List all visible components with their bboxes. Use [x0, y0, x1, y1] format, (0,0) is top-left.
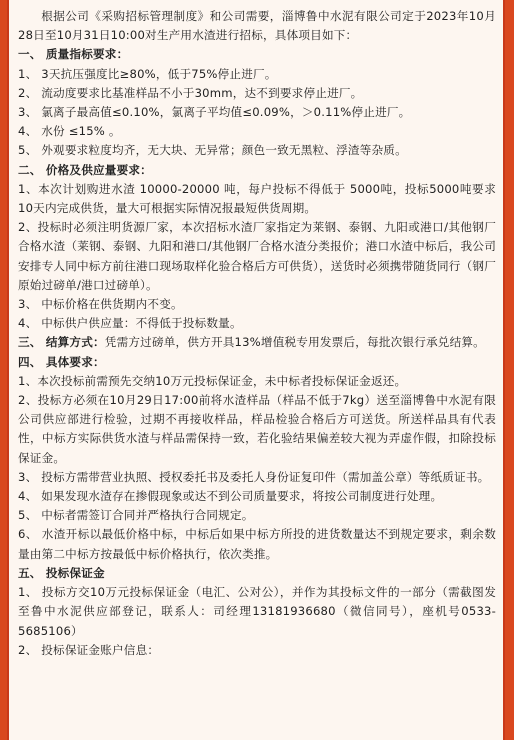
list-item: 2、 流动度要求比基准样品不小于30mm，达不到要求停止进厂。	[18, 85, 363, 100]
list-item: 3、 氯离子最高值≤0.10%，氯离子平均值≤0.09%，＞0.11%停止进厂。	[18, 105, 411, 120]
list-item: 1、 投标方交10万元投标保证金（电汇、公对公），并作为其投标文件的一部分（需截图发至鲁中水泥供应部登记，联系人：司经理13181936680（微信同号），座机号0533-5685106）	[18, 585, 496, 638]
section-1-heading: 一、 质量指标要求：	[18, 47, 129, 62]
list-item: 6、 水渣开标以最低价格中标，中标后如果中标方所投的进货数量达不到规定要求，剩余数量由第二中标方按最低中标价格执行，依次类推。	[18, 527, 496, 561]
list-item: 1、本次投标前需预先交纳10万元投标保证金，未中标者投标保证金返还。	[18, 373, 407, 388]
settlement-text: 凭需方过磅单，供方开具13%增值税专用发票后，每批次银行承兑结算。	[104, 335, 485, 350]
list-item: 3、 投标方需带营业执照、授权委托书及委托人身份证复印件（需加盖公章）等纸质证书。	[18, 469, 490, 484]
bid-notice-body	[18, 7, 496, 660]
list-item: 3、 中标价格在供货期内不变。	[18, 297, 183, 312]
list-item: 2、 投标保证金账户信息：	[18, 642, 160, 657]
section-5-heading: 五、 投标保证金	[18, 565, 105, 580]
section-4-heading: 四、 具体要求：	[18, 354, 105, 369]
section-2-heading: 二、 价格及供应量要求：	[18, 162, 152, 177]
list-item: 2、投标方必须在10月29日17:00前将水渣样品（样品不低于7kg）送至淄博鲁中水泥有限公司供应部进行检验，过期不再接收样品，样品检验合格后方可送货。所送样品具有代表性，中标方实际供货水渣与样品需保持一致，若化验结果偏差较大视为弄虚作假，扣除投标保证金。	[18, 393, 496, 465]
list-item: 1、本次计划购进水渣 10000-20000 吨，每户投标不得低于 5000吨，投标5000吨要求10天内完成供货，量大可根据实际情况报最短供货周期。	[18, 181, 496, 216]
section-3	[18, 333, 496, 352]
list-item: 2、投标时必须注明货源厂家，本次招标水渣厂家指定为莱钢、泰钢、九阳或港口/其他钢厂合格水渣（莱钢、泰钢、九阳和港口/其他钢厂合格水渣分类报价；港口水渣中标后，我公司安排专人同中标方前往港口现场取样化验合格后方可供货），送货时必须携带随货同行（钢厂原始过磅单/港口过磅单）。	[18, 220, 496, 292]
list-item: 4、 水份 ≤15% 。	[18, 124, 121, 139]
intro-paragraph: 根据公司《采购招标管理制度》和公司需要，淄博鲁中水泥有限公司定于2023年10月28日至10月31日10:00对生产用水渣进行招标，具体项目如下：	[18, 9, 496, 43]
list-item: 1、 3天抗压强度比≥80%，低于75%停止进厂。	[18, 66, 277, 81]
list-item: 5、 中标者需签订合同并严格执行合同规定。	[18, 508, 254, 523]
list-item: 5、 外观要求粒度均齐，无大块、无异常；颜色一致无黑粒、浮渣等杂质。	[18, 143, 407, 158]
list-item: 4、 如果发现水渣存在掺假现象或达不到公司质量要求，将按公司制度进行处理。	[18, 489, 443, 504]
list-item: 4、 中标供户供应量：不得低于投标数量。	[18, 316, 242, 331]
section-3-heading: 三、 结算方式：	[18, 335, 105, 350]
